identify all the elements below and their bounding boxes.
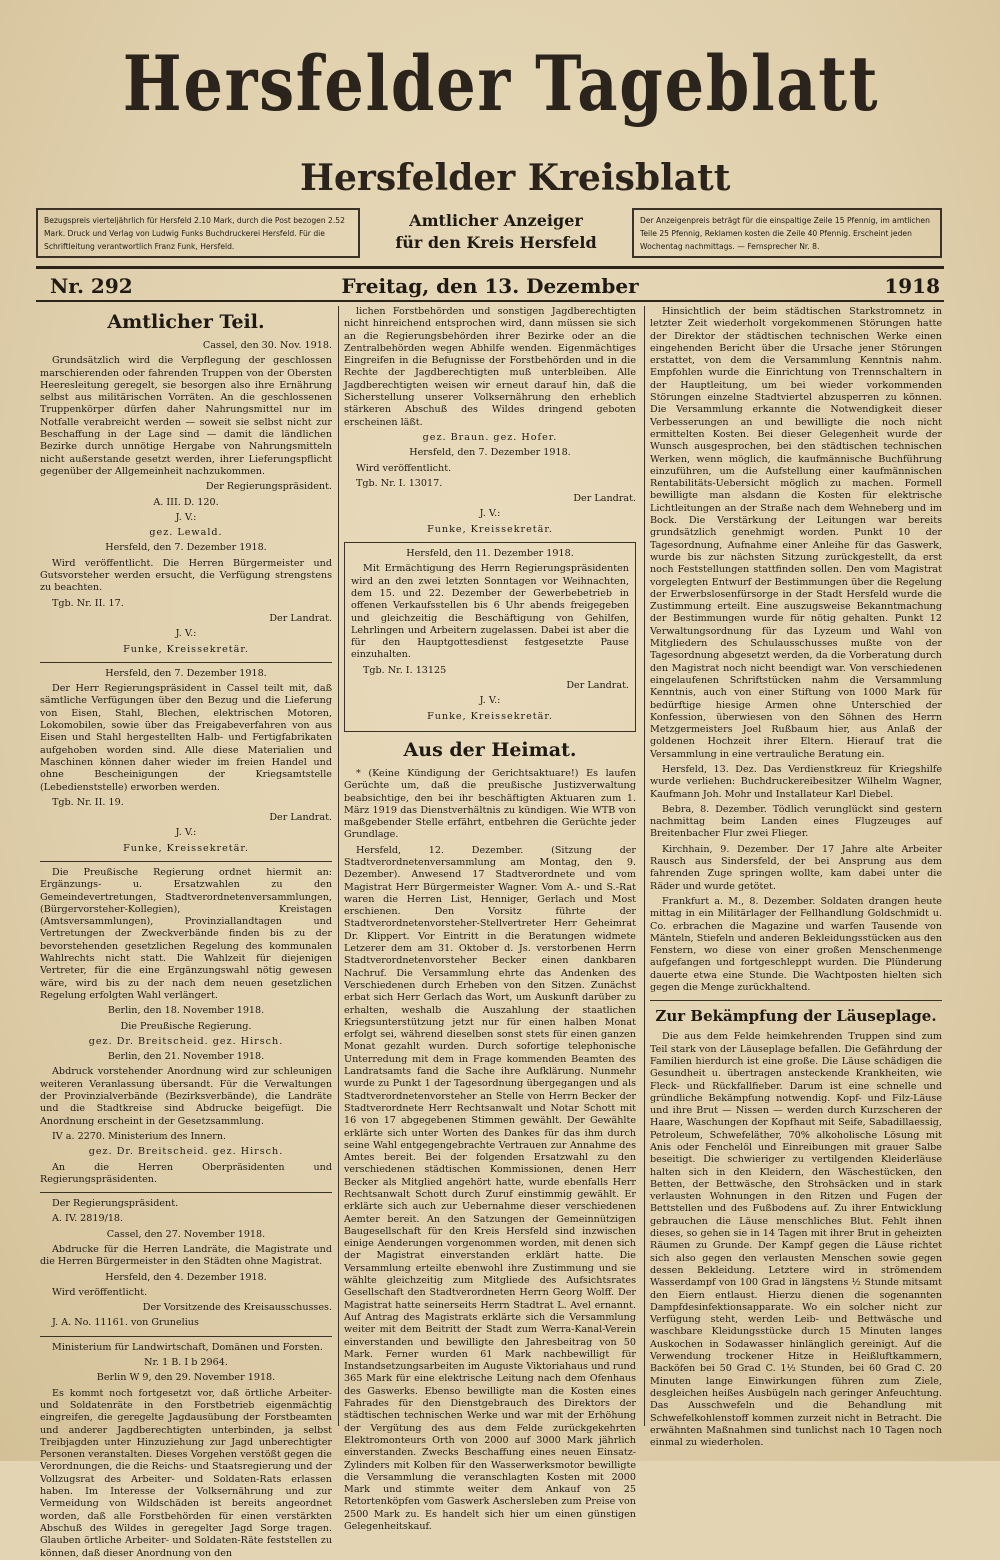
notice-signature: gez. Lewald.: [149, 527, 223, 539]
notice-reference: Tgb. Nr. II. 19.: [52, 796, 124, 808]
notice-body: Der Herr Regierungspräsident in Cassel teilt mit, daß sämtliche Verfügungen über den Bezug und die Lieferung von Eisen, Stahl, Blechen, elektrischen Motoren, Lokomobilen, sowie über das Freigabeverfahren von aus Eisen und Stahl hergestellten Halb- und Fertigfabrikaten aufgehoben worden sind. Alle diese Materialien und Maschinen können daher wieder im freien Handel und ohne Bescheinigungen der Kriegsamtstelle (Lebedienststelle) erworben werden.: [40, 683, 332, 793]
notice-signature: Der Regierungspräsident.: [205, 481, 332, 493]
notice-place-date: Cassel, den 30. Nov. 1918.: [202, 340, 332, 351]
notice-place-date: Hersfeld, den 7. Dezember 1918.: [105, 542, 267, 554]
news-item: Hinsichtlich der beim städtischen Starkstromnetz in letzter Zeit wiederholt vorgekommenen Störungen hatte der Direktor der städtischen technischen Werke einen eingehenden Bericht über die Ursache jener Störungen erstattet, von dem die Versammlung Kenntnis nahm. Empfohlen wurde die Einrichtung von Trennschaltern in der Hauptleitung, um bei wieder vorkommenden Störungen einzelne Stadtviertel abzusperren zu können. Die Versammlung erkannte die Notwendigkeit dieser Verbesserungen an und bewilligte die noch nicht ermittelten Kosten. Bei dieser Gelegenheit wurde der Wunsch ausgesprochen, bei den städtischen technischen Werken, wenn möglich, die kaufmännische Buchführung einzuführen, um die Aufstellung einer kaufmännischen Rentabilitäts-Uebersicht möglich zu machen. Formell bewilligte man alsdann die Kosten für elektrische Lichtleitungen an der Straße nach dem Wehneberg und im Bock. Die Verstärkung der Leitungen war bereits grundsätzlich genehmigt worden. Punkt 10 der Tagesordnung, Aufnahme einer Anleihe für das Gaswerk, wurde bis zur nächsten Sitzung zurückgestellt, da erst noch Feststellungen stattfinden sollen. Den vom Magistrat vorgelegten Entwurf der Bestimmungen über die Regelung der Erwerbslosenfürsorge in der Stadt Hersfeld wurde die Zustimmung erteilt. Eine auszugsweise Bekanntmachung der Bestimmungen wurde für nötig gehalten. Punkt 12 Verwaltungsordnung für das Lyzeum und Wahl von Mitgliedern des Schulausschusses mußte von der Tagesordnung abgesetzt werden, da die Vorberatung durch den Magistrat noch nicht beendigt war. Von verschiedenen eingelaufenen Schriftstücken nahm die Versammlung Kenntnis, auch von einer Stiftung von 1000 Mark für bedürftige hiesige Armen ohne Unterschied der Konfession, überwiesen von den Söhnen des Herrn Metzgermeisters Joel Rußbaum hier, aus Anlaß der goldenen Hochzeit ihrer Eltern. Hierauf trat die Versammlung in eine vertrauliche Beratung ein.: [650, 306, 942, 760]
notice-reference: Tgb. Nr. II. 17.: [52, 597, 124, 609]
notice-signature: Der Landrat.: [573, 493, 636, 505]
notice-signature: Der Landrat.: [269, 812, 332, 824]
masthead-subtitle: Hersfelder Kreisblatt: [300, 157, 731, 199]
notice-iv: J. V.:: [175, 628, 197, 640]
separator: [40, 662, 332, 663]
notice-place-date: Hersfeld, den 7. Dezember 1918.: [105, 667, 267, 679]
notice-iv: J. V.:: [175, 511, 197, 523]
column-divider: [338, 306, 339, 1426]
column-3: [650, 306, 942, 1449]
notice-body: Wird veröffentlicht.: [356, 462, 452, 474]
notice-iv: J. V.:: [479, 508, 501, 520]
notice-place-date: Berlin, den 21. November 1918.: [107, 1051, 265, 1063]
notice-place-date: Cassel, den 27. November 1918.: [106, 1228, 266, 1240]
news-item: Kirchhain, 9. Dezember. Der 17 Jahre alte Arbeiter Rausch aus Sindersfeld, der bei Ansprung aus dem fahrenden Zuge springen wollte, kam dabei unter die Räder und wurde getötet.: [650, 843, 942, 892]
notice-reference: A. IV. 2819/18.: [52, 1213, 124, 1225]
column-divider: [644, 306, 645, 1426]
notice-signature: Der Vorsitzende des Kreisausschusses.: [142, 1302, 332, 1314]
notice-signature: Funke, Kreissekretär.: [123, 842, 249, 854]
subscription-info-box: Bezugspreis vierteljährlich für Hersfeld 2.10 Mark, durch die Post bezogen 2.52 Mark. Druck und Verlag von Ludwig Funks Buchdruckerei Hersfeld. Für die Schriftleitung verantwortlich Franz Funk, Hersfeld.: [36, 208, 360, 258]
notice-body: Abdruck vorstehender Anordnung wird zur schleunigen weiteren Veranlassung übersandt. Für die Verwaltungen der Provinzialverbände (Bezirksverbände), die Landräte und die Stadtkreise sind Abdrucke beigefügt. Die Anordnung erscheint in der Gesetzsammlung.: [40, 1066, 332, 1127]
notice-reference: Tgb. Nr. I. 13125: [363, 664, 447, 676]
notice-body: lichen Forstbehörden und sonstigen Jagdberechtigten nicht hinreichend entsprochen wird, dann müssen sie sich an die Regierungsbehörden ihrer Bezirke oder an die Zentralbehörden wegen Abhilfe wenden. Eigenmächtiges Eingreifen in die Befugnisse der Forstbehörden und in die Rechte der Jagdberechtigten muß unterbleiben. Alle Jagdberechtigten weisen wir erneut darauf hin, daß die Sicherstellung unserer Volksernährung den erheblich stärkeren Abschuß des Wildes dringend geboten erscheinen läßt.: [344, 306, 636, 428]
notice-body: Abdrucke für die Herren Landräte, die Magistrate und die Herren Bürgermeister in den Städten ohne Magistrat.: [40, 1244, 332, 1268]
notice-reference: Tgb. Nr. I. 13017.: [356, 477, 443, 489]
notice-place-date: Hersfeld, den 7. Dezember 1918.: [409, 447, 571, 459]
notice-body: Grundsätzlich wird die Verpflegung der geschlossen marschierenden oder fahrenden Truppen von der Obersten Heeresleitung geregelt, sie besorgen also ihre Ernährung selbst aus militärischen Vorräten. An die geschlossenen Truppenkörper dürfen daher Nahrungsmittel nur im Notfalle verabreicht werden — soweit sie selbst nicht zur Beschaffung in der Lage sind — damit die ländlichen Bezirke durch unnötige Hergabe von Nahrungsmitteln nicht außerstande gesetzt werden, ihrer Lieferungspflicht gegenüber der Allgemeinheit nachzukommen.: [40, 355, 332, 477]
notice-reference: IV a. 2270. Ministerium des Innern.: [52, 1130, 227, 1142]
issue-number: Nr. 292: [50, 274, 133, 298]
notice-place-date: Berlin W 9, den 29. November 1918.: [96, 1372, 276, 1384]
issue-year: 1918: [884, 274, 940, 298]
notice-signature: gez. Dr. Breitscheid. gez. Hirsch.: [88, 1035, 284, 1047]
notice-signature: Funke, Kreissekretär.: [427, 523, 553, 535]
notice-reference: Nr. 1 B. I b 2964.: [144, 1357, 228, 1369]
notice-reference: J. A. No. 11161. von Grunelius: [52, 1317, 199, 1329]
section-heading-lice: Zur Bekämpfung der Läuseplage.: [655, 1007, 937, 1026]
notice-box: [344, 542, 636, 732]
notice-body: Wird veröffentlicht. Die Herren Bürgermeister und Gutsvorsteher werden ersucht, die Verfügung strengstens zu beachten.: [40, 557, 332, 594]
column-1: [40, 306, 332, 1559]
official-gazette-line2: für den Kreis Hersfeld: [395, 233, 597, 252]
notice-signature: gez. Braun. gez. Hofer.: [422, 431, 558, 443]
notice-heading: Ministerium für Landwirtschaft, Domänen und Forsten.: [52, 1341, 323, 1353]
notice-signature: Funke, Kreissekretär.: [427, 710, 553, 722]
separator: [650, 1000, 942, 1001]
notice-signature: Der Landrat.: [269, 612, 332, 624]
official-gazette-line1: Amtlicher Anzeiger: [409, 211, 583, 230]
notice-reference: A. III. D. 120.: [153, 496, 219, 508]
notice-body: Wird veröffentlicht.: [52, 1286, 148, 1298]
notice-body: Die Preußische Regierung ordnet hiermit an: Ergänzungs- u. Ersatzwahlen zu den Gemeindevertretungen, Stadtverordnetenversammlungen, (Bürgervorsteher-Kollegien), Kreistagen (Amtsversammlungen), Provinziallandtagen und Vertretungen der Zweckverbände finden bis zu der bevorstehenden gesetzlichen Regelung des kommunalen Wahlrechts nicht statt. Die Wahlzeit für diejenigen Vertreter, für die eine Ergänzungswahl nötig gewesen wäre, wird bis zu der nach dem neuen gesetzlichen Regelung erfolgten Wahl verlängert.: [40, 866, 332, 1001]
news-item: Frankfurt a. M., 8. Dezember. Soldaten drangen heute mittag in ein Militärlager der Fellhandlung Goldschmidt u. Co. erbrachen die Magazine und warfen Tausende von Mänteln, Stiefeln und anderen Bekleidungsstücken aus den Fenstern, wo diese von einer großen Menschenmenge aufgefangen und fortgeschleppt wurden. Die Plünderung dauerte etwa eine Stunde. Die Wachtposten hielten sich gegen die Menge zurückhaltend.: [650, 895, 942, 994]
news-item: Hersfeld, 13. Dez. Das Verdienstkreuz für Kriegshilfe wurde verliehen: Buchdruckereibesitzer Wilhelm Wagner, Kaufmann Joh. Mohr und Installateur Karl Diebel.: [650, 763, 942, 800]
news-item: * (Keine Kündigung der Gerichtsaktuare!) Es laufen Gerüchte um, daß die preußische Justizverwaltung beabsichtige, den bei ihr beschäftigten Aktuaren zum 1. März 1919 das Dienstverhältnis zu kündigen. Wie WTB von maßgebender Stelle erfährt, entbehren die Gerüchte jeder Grundlage.: [344, 767, 636, 841]
notice-addressee: An die Herren Oberpräsidenten und Regierungspräsidenten.: [40, 1161, 332, 1185]
notice-signature: Der Regierungspräsident.: [52, 1198, 179, 1210]
issue-date: Freitag, den 13. Dezember: [341, 274, 639, 298]
notice-iv: J. V.:: [479, 695, 501, 707]
news-item: Hersfeld, 12. Dezember. (Sitzung der Stadtverordnetenversammlung am Montag, den 9. Dezember). Anwesend 17 Stadtverordnete und vom Magistrat Herr Bürgermeister Wagner. Vom A.- und S.-Rat waren die Herren List, Henniger, Gerlach und Most erschienen. Den Vorsitz führte der Stadtverordnetenvorsteher-Stellvertreter Herr Geheimrat Dr. Klippert. Vor Eintritt in die Beratungen widmete Letzerer dem am 31. Oktober d. Js. verstorbenen Herrn Stadtverordnetenvorsteher Becker einen dankbaren Nachruf. Die Versammlung ehrte das Andenken des Verschiedenen durch Erheben von den Sitzen. Zunächst erbat sich Herr Gerlach das Wort, um Auskunft darüber zu erhalten, weshalb die Auszahlung der staatlichen Kriegsunterstützung jetzt nur für einen halben Monat erfolgt sei, während dieselben sonst stets für einen ganzen Monat gezahlt wurden. Durch sofortige telephonische Unterredung mit dem in Frage kommenden Beamten des Landratsamts fand die Sache ihre Aufklärung. Nunmehr wurde zu Punkt 1 der Tagesordnung übergegangen und als Stadtverordnetenvorsteher an Stelle von Herrn Becker der Stadtverordnete Herr Rechtsanwalt und Notar Schott mit 16 von 17 abgegebenen Stimmen gewählt. Der Gewählte erklärte sich unter Worten des Dankes für das ihm durch seine Wahl entgegengebrachte Vertrauen zur Annahme des Amtes bereit. Bei der folgenden Ersatzwahl zu den verschiedenen städtischen Kommissionen, denen Herr Becker als Mitglied angehört hatte, wurde ebenfalls Herr Rechtsanwalt Schott durch Zuruf einstimmig gewählt. Er erklärte sich auch zur Uebernahme dieser verschiedenen Aemter bereit. An den Satzungen der Gemeinnützigen Baugesellschaft für den Kreis Hersfeld sind inzwischen einige Aenderungen vorgenommen worden, mit denen sich der Magistrat einverstanden erklärt hatte. Die Versammlung erteilte ebenwohl ihre Zustimmung und sie wählte gleichzeitig zum Mitgliede des Aufsichtsrates Gesellschaft den Stadtverordneten Herrn Georg Wolff. Der Magistrat hatte seinerseits Herrn Stadtrat L. Avel ernannt. Auf Antrag des Magistrats erklärte sich die Versammlung weiter mit dem Beitritt der Stadt zum Werra-Kanal-Verein einverstanden und bewilligte den Jahresbeitrag von 50 Mark. Ferner wurden 61 Mark nachbewilligt für Instandsetzungsarbeiten im Auguste Viktoriahaus und rund 365 Mark für eine elektrische Leitung nach dem Ofenhaus des Gaswerks. Ebenso bewilligte man die Kosten eines Fahrades für den Dienstgebrauch des Direktors der städtischen technischen Werke und war mit der Erhöhung der Vergütung des aus dem Felde zurückgekehrten Elektromonteurs Orth von 2000 auf 3000 Mark jährlich einverstanden. Zwecks Beschaffung eines neuen Einsatz-Zylinders mit Kolben für den Wasserwerksmotor bewilligte die Versammlung die veranschlagten Kosten mit 2000 Mark und stimmte weiter dem Ankauf von 25 Retortenköpfen vom Gaswerk Aschersleben zum Preise von 2500 Mark zu. Es handelt sich hier um einen günstigen Gelegenheitskauf.: [344, 844, 636, 1533]
notice-place-date: Hersfeld, den 11. Dezember 1918.: [406, 548, 574, 560]
notice-signature: Die Preußische Regierung.: [120, 1020, 252, 1032]
separator: [40, 1336, 332, 1337]
notice-signature: Der Landrat.: [566, 680, 629, 692]
bottom-rule: [36, 300, 944, 302]
separator: [40, 1192, 332, 1193]
notice-place-date: Hersfeld, den 4. Dezember 1918.: [105, 1271, 267, 1283]
notice-signature: gez. Dr. Breitscheid. gez. Hirsch.: [88, 1146, 284, 1158]
notice-iv: J. V.:: [175, 827, 197, 839]
official-gazette-label: [360, 210, 632, 254]
column-2: [344, 306, 636, 1533]
notice-body: Mit Ermächtigung des Herrn Regierungspräsidenten wird an den zwei letzten Sonntagen vor Weihnachten, dem 15. und 22. Dezember der Gewerbebetrieb in offenen Verkaufsstellen bis 6 Uhr abends freigegeben und gleichzeitig die Beschäftigung von Gehilfen, Lehrlingen und Arbeitern zugelassen. Dabei ist aber die für den Hauptgottesdienst festgesetzte Pause einzuhalten.: [351, 563, 629, 661]
notice-body: Es kommt noch fortgesetzt vor, daß örtliche Arbeiter- und Soldatenräte in den Forstbetrieb eigenmächtig eingreifen, die geregelte Jagdausübung der Forstbeamten und anderer Jagdberechtigten unterbinden, ja selbst Treibjagden unter Hinzuziehung zur Jagd unberechtigter Personen veranstalten. Dieses Vorgehen verstößt gegen die Verordnungen, die die Reichs- und Staatsregierung und der Vollzugsrat des Arbeiter- und Soldaten-Rats erlassen haben. Im Interesse der Volksernährung und zur Vermeidung von Wildschäden ist bereits angeordnet worden, daß alle Forstbehörden für einen verstärkten Abschuß des Wildes in geregelter Jagd Sorge tragen. Glauben örtliche Arbeiter- und Soldaten-Räte feststellen zu können, daß dieser Anordnung von den: [40, 1387, 332, 1559]
top-rule: [36, 266, 944, 269]
masthead-title: Hersfelder Tageblatt: [122, 39, 880, 128]
advertising-info-box: Der Anzeigenpreis beträgt für die einspaltige Zeile 15 Pfennig, im amtlichen Teile 25 Pfennig, Reklamen kosten die Zeile 40 Pfennig. Erscheint jeden Wochentag nachmittags. — Fernsprecher Nr. 8.: [632, 208, 942, 258]
dateline: [36, 272, 944, 300]
news-item: Die aus dem Felde heimkehrenden Truppen sind zum Teil stark von der Läuseplage befallen. Die Gefährdung der Familien hierdurch ist eine große. Die Läuse schädigen die Gesundheit u. übertragen ansteckende Krankheiten, wie Fleck- und Rückfallfieber. Darum ist eine schnelle und gründliche Bekämpfung notwendig. Kopf- und Filz-Läuse und ihre Brut — Nissen — werden durch Kurzscheren der Haare, Waschungen der Kopfhaut mit Seife, Sabadillaessig, Petroleum, Schwefeläther, 70% alkoholische Lösung mit Anis oder Fenchelöl und Einreibungen mit grauer Salbe beseitigt. Die schwieriger zu vertilgenden Kleiderläuse halten sich in den Kleidern, den Wäschestücken, den Betten, der Bettwäsche, den Strohsäcken und in stark verlausten Wohnungen in den Ritzen und Fugen der Bettstellen und des Fußbodens auf. Zu ihrer Entwicklung gebrauchen die Läuse menschliches Blut. Fehlt ihnen dieses, so gehen sie in 14 Tagen mit ihrer Brut in geheizten Räumen zu Grunde. Der Kampf gegen die Läuse richtet sich also gegen den verlausten Menschen sowie gegen dessen Bekleidung. Letztere wird in strömendem Wasserdampf von 100 Grad in längstens ½ Stunde mitsamt den Eiern entlaust. Hierzu dienen die sogenannten Dampfdesinfektionsapparate. Wo ein solcher nicht zur Verfügung steht, werden Leib- und Bettwäsche und waschbare Kleidungsstücke durch 15 Minuten langes Auskochen in Sodawasser hinlänglich gereinigt. Auf die Verwendung trockener Hitze in Heißluftkammern, Backöfen bei 50 Grad C. 1½ Stunden, bei 60 Grad C. 20 Minuten lange Einwirkungen führen zum Ziele, desgleichen heißes Ausbügeln nach geringer Anfeuchtung. Das Ausschwefeln und die Behandlung mit Schwefelkohlenstoff kommen zurzeit nicht in Betracht. Die erwähnten Maßnahmen sind tunlichst nach 10 Tagen noch einmal zu wiederholen.: [650, 1031, 942, 1449]
notice-place-date: Berlin, den 18. November 1918.: [107, 1005, 265, 1017]
section-heading-official: Amtlicher Teil.: [107, 311, 265, 333]
news-item: Bebra, 8. Dezember. Tödlich verunglückt sind gestern nachmittag beim Landen eines Flugzeuges auf Breitenbacher Flur zwei Flieger.: [650, 803, 942, 840]
separator: [40, 861, 332, 862]
section-heading-local: Aus der Heimat.: [403, 738, 577, 761]
notice-signature: Funke, Kreissekretär.: [123, 643, 249, 655]
